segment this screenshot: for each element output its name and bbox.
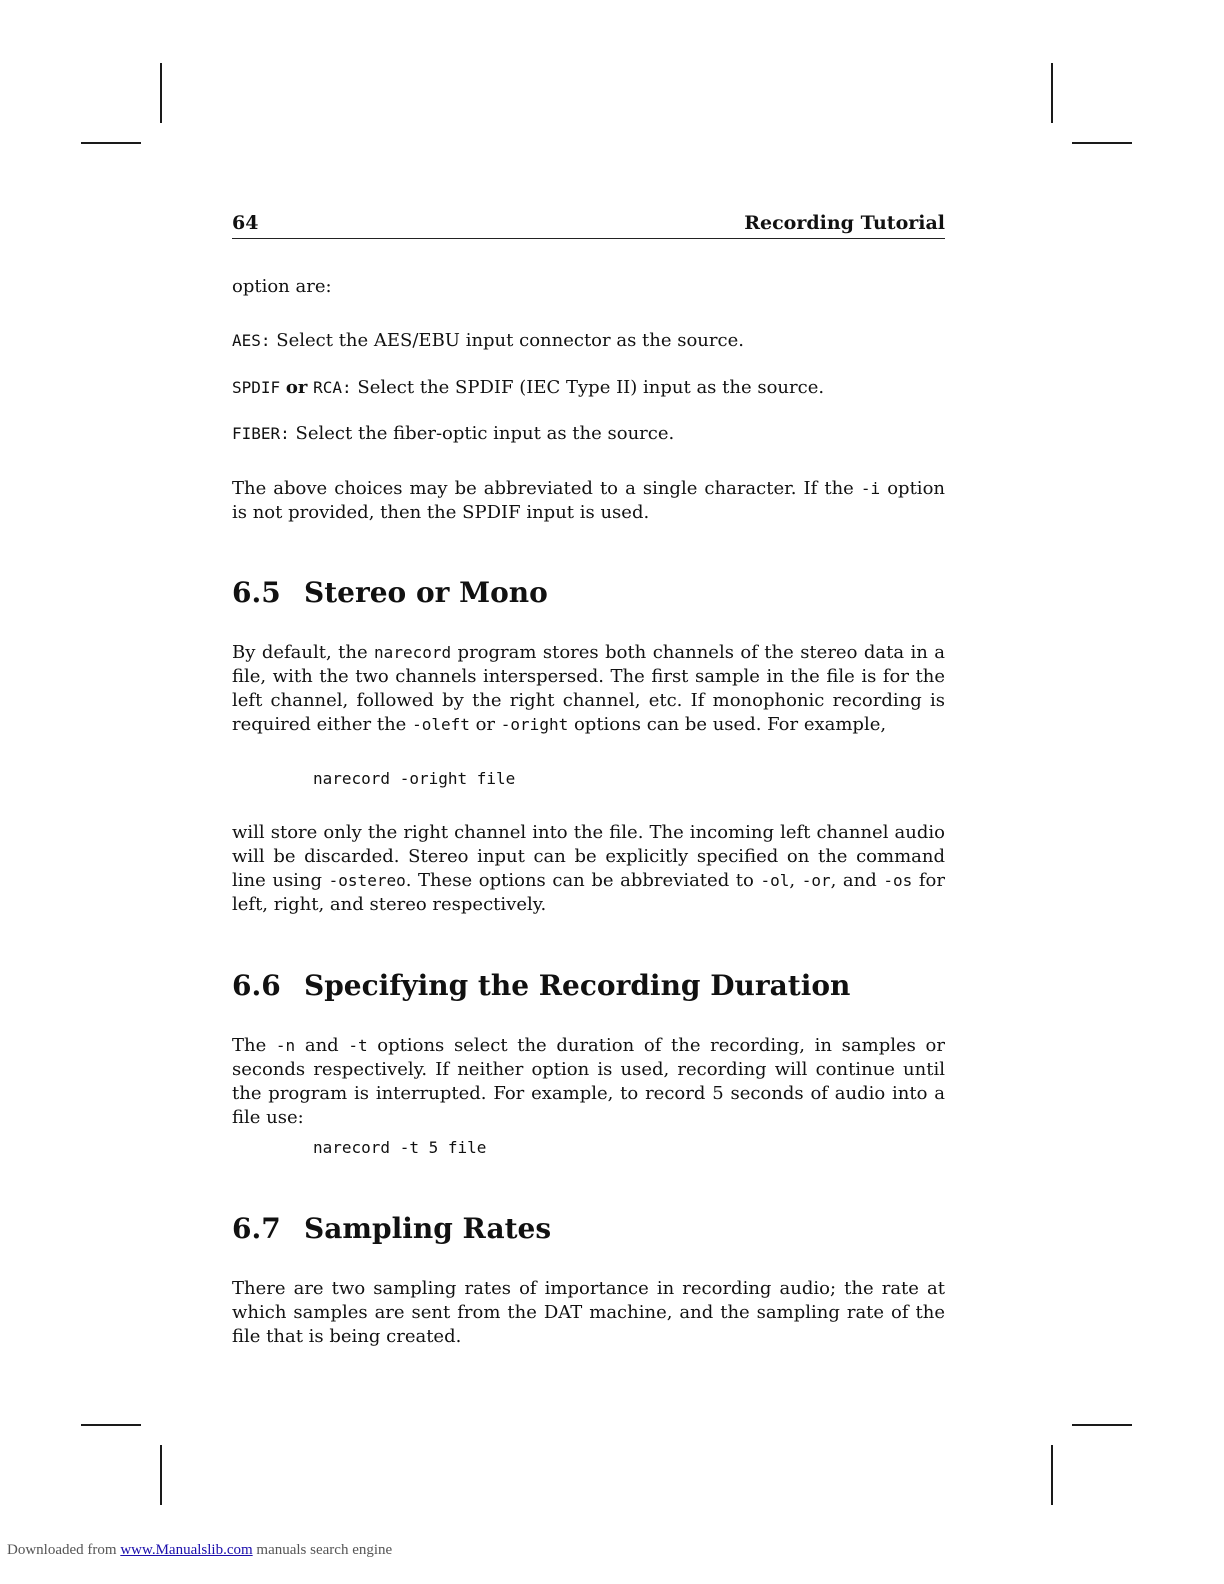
option-text-aes: Select the AES/EBU input connector as the source. xyxy=(276,330,744,351)
flag-n: -n xyxy=(275,1036,296,1055)
section-number: 6.6 xyxy=(232,969,281,1002)
flag-t: -t xyxy=(348,1036,368,1055)
crop-mark-bottom-right-vertical xyxy=(1051,1445,1053,1505)
flag-os: -os xyxy=(883,871,913,890)
option-text-spdif: Select the SPDIF (IEC Type II) input as the source. xyxy=(357,377,825,398)
option-key-rca: RCA: xyxy=(313,378,352,397)
text-span: options can be used. For example, xyxy=(573,714,887,735)
option-or: or xyxy=(285,377,308,398)
flag-ostereo: -ostereo xyxy=(328,871,406,890)
crop-mark-bottom-left-vertical xyxy=(160,1445,162,1505)
footer-prefix: Downloaded from xyxy=(7,1542,117,1558)
text-span: program stores both channels of the stereo data in a file, with the two channels interspersed. The first sample in the file is for the left channel, followed by the right channel, etc. If monophonic recording is required either the xyxy=(232,642,945,735)
abbrev-flag: -i xyxy=(860,479,881,498)
abbrev-text-b: option is not provided, then the SPDIF input is used. xyxy=(232,478,945,523)
section-number: 6.5 xyxy=(232,576,281,609)
sampling-paragraph: There are two sampling rates of importance in recording audio; the rate at which samples are sent from the DAT machine, and the sampling rate of the file that is being created. xyxy=(232,1278,945,1347)
footer-suffix: manuals search engine xyxy=(256,1542,393,1558)
section-number: 6.7 xyxy=(232,1212,281,1245)
text-span: will store only the right channel into the file. The incoming left channel audio will be discarded. Stereo input can be explicitly specified on the command line using xyxy=(232,822,945,891)
section-heading-6-7 xyxy=(232,1212,551,1246)
running-title: Recording Tutorial xyxy=(744,212,945,234)
section-title: Specifying the Recording Duration xyxy=(304,969,851,1002)
option-key-fiber: FIBER: xyxy=(232,424,290,443)
abbrev-paragraph xyxy=(232,477,945,525)
page-number: 64 xyxy=(232,212,259,234)
section-title: Stereo or Mono xyxy=(304,576,548,609)
running-header xyxy=(232,212,945,239)
text-span: By default, the xyxy=(232,642,368,663)
crop-mark-top-right-horizontal xyxy=(1072,142,1132,144)
flag-ol: -ol xyxy=(760,871,790,890)
code-example-oright: narecord -oright file xyxy=(313,769,516,788)
stereo-paragraph-1 xyxy=(232,641,945,737)
text-span: options select the duration of the recording, in samples or seconds respectively. If neither option is used, recording will continue until the program is interrupted. For example, to record 5 seconds of audio into a file use: xyxy=(232,1035,945,1128)
option-key-aes: AES: xyxy=(232,331,271,350)
download-footer xyxy=(7,1542,392,1559)
option-spdif xyxy=(232,376,945,400)
code-example-duration: narecord -t 5 file xyxy=(313,1138,487,1157)
section-heading-6-6 xyxy=(232,969,850,1003)
crop-mark-bottom-left-horizontal xyxy=(81,1424,141,1426)
intro-lead: option are: xyxy=(232,276,332,297)
duration-paragraph xyxy=(232,1034,945,1130)
flag-oright: -oright xyxy=(500,715,569,734)
crop-mark-top-left-vertical xyxy=(160,63,162,123)
flag-or: -or xyxy=(801,871,831,890)
text-span: , xyxy=(789,870,796,891)
section-heading-6-5 xyxy=(232,576,548,610)
crop-mark-top-left-horizontal xyxy=(81,142,141,144)
stereo-paragraph-2 xyxy=(232,821,945,917)
text-span: for left, right, and stereo respectively. xyxy=(232,870,945,915)
section-title: Sampling Rates xyxy=(304,1212,552,1245)
text-span: . These options can be abbreviated to xyxy=(405,870,754,891)
crop-mark-bottom-right-horizontal xyxy=(1072,1424,1132,1426)
text-span: and xyxy=(304,1035,339,1056)
flag-oleft: -oleft xyxy=(412,715,470,734)
abbrev-text-a: The above choices may be abbreviated to a single character. If the xyxy=(232,478,854,499)
text-span: , and xyxy=(830,870,877,891)
option-key-spdif: SPDIF xyxy=(232,378,281,397)
option-text-fiber: Select the fiber-optic input as the source. xyxy=(295,423,675,444)
text-span: or xyxy=(475,714,496,735)
text-span: The xyxy=(232,1035,267,1056)
footer-link[interactable]: www.Manualslib.com xyxy=(120,1542,253,1558)
option-fiber xyxy=(232,422,945,446)
crop-mark-top-right-vertical xyxy=(1051,63,1053,123)
program-name: narecord xyxy=(374,643,452,662)
option-aes xyxy=(232,329,945,353)
